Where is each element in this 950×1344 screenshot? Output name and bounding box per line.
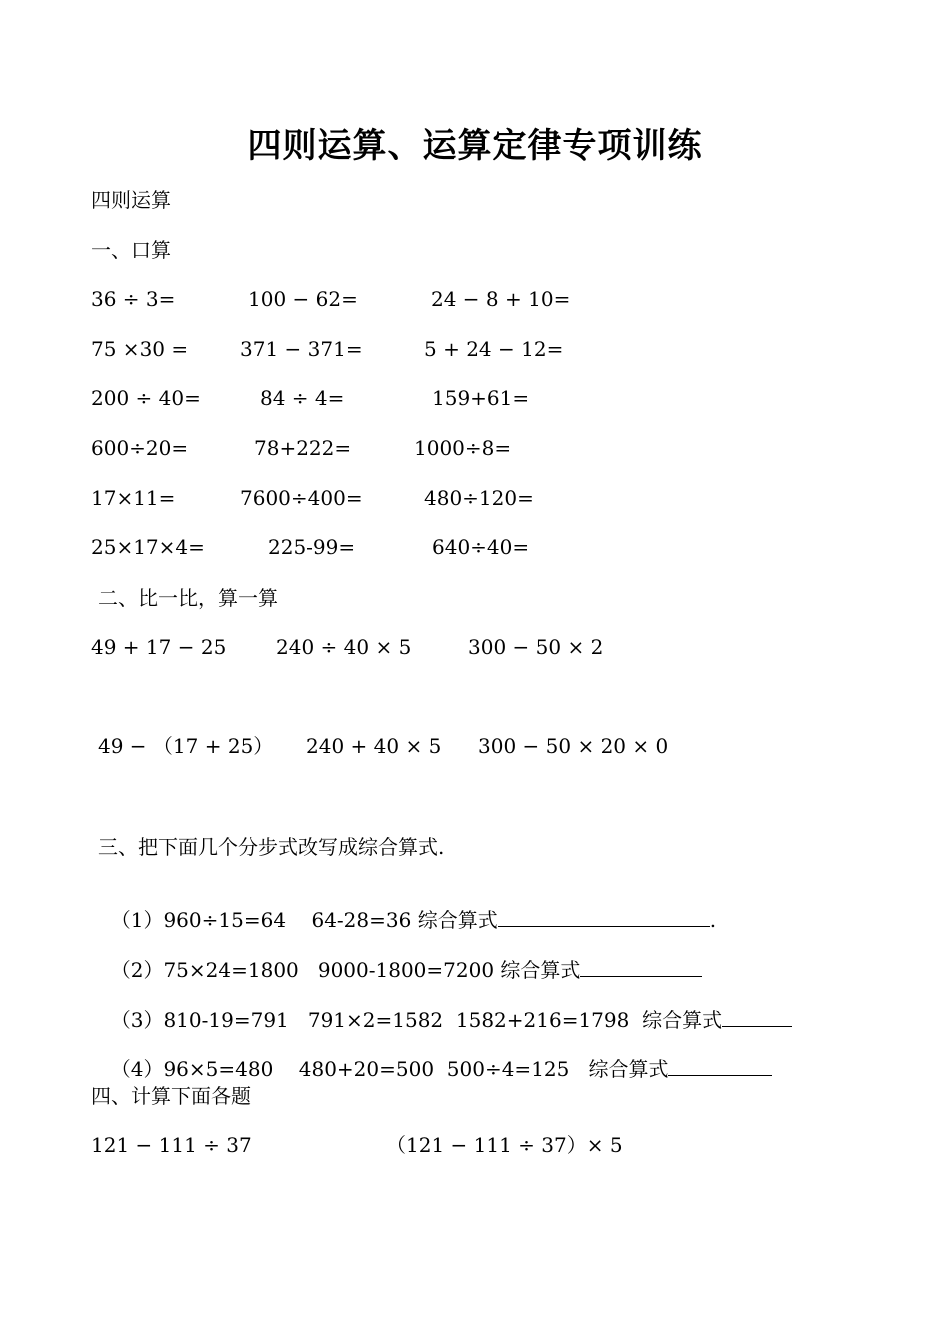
- item-label: 综合算式: [500, 958, 581, 982]
- page-title: 四则运算、运算定律专项训练: [247, 126, 703, 166]
- compare-problem: 300 − 50 × 2: [468, 635, 604, 659]
- rewrite-item-2: [98, 934, 702, 982]
- oral-problem: 600÷20=: [91, 436, 189, 460]
- item-number: （2）: [110, 958, 164, 982]
- item-number: （4）: [110, 1057, 164, 1081]
- subtitle: 四则运算: [91, 188, 171, 212]
- oral-problem: 200 ÷ 40=: [91, 386, 201, 410]
- answer-blank[interactable]: [668, 1057, 772, 1076]
- rewrite-item-1: [98, 884, 716, 932]
- oral-problem: 225-99=: [268, 535, 356, 559]
- compare-problem: 300 − 50 × 20 × 0: [478, 734, 669, 758]
- compare-problem: 49 − （17 + 25）: [98, 734, 274, 758]
- compare-problem: 240 ÷ 40 × 5: [276, 635, 412, 659]
- calc-problem: （121 − 111 ÷ 37）× 5: [386, 1133, 623, 1157]
- answer-blank[interactable]: [498, 908, 710, 927]
- oral-problem: 25×17×4=: [91, 535, 205, 559]
- item-number: （1）: [110, 908, 164, 932]
- calc-problem: 121 − 111 ÷ 37: [91, 1133, 252, 1157]
- rewrite-item-3: [98, 984, 792, 1032]
- oral-problem: 24 − 8 + 10=: [431, 287, 571, 311]
- item-label: 综合算式: [642, 1008, 723, 1032]
- item-label: 综合算式: [417, 908, 498, 932]
- oral-problem: 84 ÷ 4=: [260, 386, 345, 410]
- rewrite-item-4: [98, 1033, 772, 1081]
- oral-problem: 75 ×30 =: [91, 337, 189, 361]
- item-number: （3）: [110, 1008, 164, 1032]
- oral-problem: 5 + 24 − 12=: [424, 337, 564, 361]
- oral-problem: 371 − 371=: [240, 337, 363, 361]
- oral-problem: 480÷120=: [424, 486, 534, 510]
- oral-problem: 7600÷400=: [240, 486, 363, 510]
- item-steps: 75×24=1800 9000-1800=7200: [163, 958, 495, 982]
- compare-problem: 240 + 40 × 5: [306, 734, 442, 758]
- item-tail: .: [709, 908, 717, 932]
- oral-problem: 640÷40=: [432, 535, 530, 559]
- answer-blank[interactable]: [722, 1008, 792, 1027]
- oral-problem: 78+222=: [254, 436, 352, 460]
- section2-heading: 二、比一比，算一算: [98, 586, 278, 610]
- answer-blank[interactable]: [580, 958, 702, 977]
- oral-problem: 1000÷8=: [414, 436, 512, 460]
- oral-problem: 17×11=: [91, 486, 176, 510]
- compare-problem: 49 + 17 − 25: [91, 635, 227, 659]
- item-steps: 960÷15=64 64-28=36: [163, 908, 412, 932]
- oral-problem: 100 − 62=: [248, 287, 358, 311]
- oral-problem: 36 ÷ 3=: [91, 287, 176, 311]
- section1-heading: 一、口算: [91, 238, 171, 262]
- item-steps: 810-19=791 791×2=1582 1582+216=1798: [163, 1008, 630, 1032]
- item-steps: 96×5=480 480+20=500 500÷4=125: [163, 1057, 570, 1081]
- oral-problem: 159+61=: [432, 386, 530, 410]
- section4-heading: 四、计算下面各题: [91, 1084, 251, 1108]
- section3-heading: 三、把下面几个分步式改写成综合算式.: [98, 835, 445, 859]
- item-label: 综合算式: [588, 1057, 669, 1081]
